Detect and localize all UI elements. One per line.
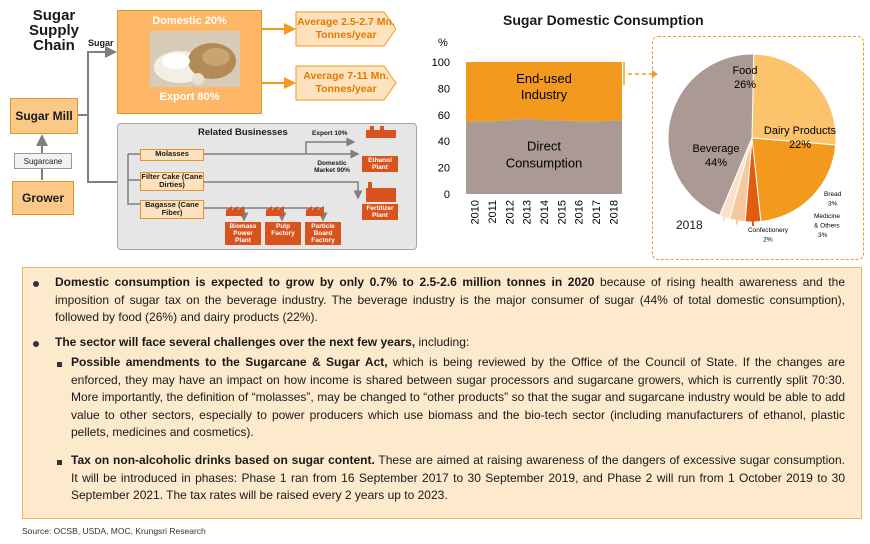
x-tick-label: 2017 (591, 200, 603, 225)
sub-bullet-sugar-tax (71, 452, 845, 505)
sugar-photo (150, 31, 240, 87)
consumption-area-chart (420, 38, 652, 238)
y-tick-label: 80 (437, 83, 450, 96)
bagasse-box: Bagasse (Cane Fiber) (140, 200, 204, 219)
pulp-factory-label: Pulp Factory (265, 222, 301, 245)
export-share-label: Export 80% (159, 91, 220, 103)
domestic-export-box (117, 10, 262, 114)
sub-bullet-2-text: These are aimed at raising awareness of the dangers of excessive sugar consumption. It will be introduced in phases: Phase 1 ran from 16 September 2017 to 30 September 2019, and Phase 2 will run from 1 October 2019 to 30 September 2021. The tax rates will be raised every 2 years up to 2023. (71, 453, 845, 502)
pie-slice-value: 3% (828, 200, 838, 208)
bullet-1-text: because of rising health awareness and the imposition of sugar tax on the beverage industry. The beverage industry is the major consumer of sugar (44% of total domestic consumption), followed by food (26%) and dairy products (22%). (55, 275, 845, 324)
x-tick-label: 2018 (608, 200, 621, 225)
pie-slice-name: & Others (814, 222, 840, 230)
y-tick-label: 20 (437, 162, 450, 175)
source-note: Source: OCSB, USDA, MOC, Krungsri Research (22, 526, 206, 536)
series-label-industry: End-used (516, 71, 572, 87)
filter-cake-box: Filter Cake (Cane Dirties) (141, 172, 203, 189)
pie-year-label: 2018 (676, 218, 703, 232)
pie-slice-name: Confectionery (747, 227, 789, 234)
bullet-dot (33, 341, 39, 347)
domestic-share-label: Domestic 20% (152, 15, 227, 27)
sub-bullet-1-text: which is being reviewed by the Office of the Council of State. If the changes are enforced, they may have an impact on how income is shared between sugar processors and sugarcane growers, which is currently split 70:30. More importantly, the definition of “molasses”, may be changed to “other products” so that the sugar and sugarcane industry would be able to add value to other sectors, especially to power producers which use biomass and the bio-tech sector (including manufacturers of ethanol, plastic pellets, medicines and cosmetics). (71, 355, 846, 439)
particle-board-label: Particle Board Factory (305, 222, 341, 245)
x-tick-label: 2014 (539, 200, 551, 225)
supply-chain-title: Sugar Supply Chain (28, 7, 79, 54)
pie-slice-name: Food (732, 65, 758, 77)
ethanol-plant-label: Ethanol Plant (362, 156, 398, 172)
x-tick-label: 2013 (521, 200, 534, 225)
x-tick-label: 2016 (573, 200, 586, 225)
sub-bullet-2-bold: Tax on non-alcoholic drinks based on sugar content. (71, 453, 375, 467)
pie-slice-value: 22% (788, 139, 812, 151)
y-tick-label: 60 (437, 109, 450, 122)
y-axis-unit: % (438, 38, 448, 49)
bullet-1-bold: Domestic consumption is expected to grow by only 0.7% to 2.5-2.6 million tonnes in 2020 (55, 275, 595, 289)
x-tick-label: 2015 (556, 200, 569, 225)
pie-slice-value: 3% (818, 232, 828, 239)
average-export-label: Average 7-11 Mn. Tonnes/year (303, 70, 389, 95)
pie-slice-value: 26% (733, 79, 757, 91)
molasses-box: Molasses (140, 149, 204, 161)
pie-slice-value: 44% (704, 157, 728, 169)
pie-slice-name: Bread (824, 191, 842, 198)
y-tick-label: 100 (431, 57, 450, 69)
sugarcane-label: Sugarcane (14, 153, 72, 169)
sub-bullet-square (57, 362, 62, 367)
y-tick-label: 40 (437, 136, 450, 149)
pie-slice-value: 2% (763, 236, 773, 244)
pie-slice-name: Dairy Products (763, 125, 837, 137)
export-10-label: Export 10% (312, 130, 348, 137)
sub-bullet-square (57, 460, 62, 465)
fertilizer-plant-label: Fertilizer Plant (362, 204, 398, 220)
series-label-industry-line2: Industry (520, 86, 568, 102)
related-businesses-title: Related Businesses (198, 127, 288, 138)
x-tick-label: 2011 (487, 200, 499, 224)
pie-slice-name: Medicine (814, 213, 841, 220)
series-label-direct: Direct (527, 138, 561, 154)
domestic-market-label: Domestic Market 90% (314, 160, 350, 174)
bullet-domestic-growth (55, 274, 845, 327)
sugar-label: Sugar (88, 38, 114, 48)
sub-bullet-act-amendments (71, 354, 845, 442)
bullet-2-bold: The sector will face several challenges over the next few years, (55, 335, 416, 349)
sugar-mill-box: Sugar Mill (10, 98, 78, 134)
bullet-dot (33, 281, 39, 287)
bullet-2-text: including: (415, 335, 470, 349)
average-domestic-label: Average 2.5-2.7 Mn. Tonnes/year (297, 16, 395, 41)
bullet-challenges (55, 334, 845, 352)
series-label-direct-line2: Consumption (505, 155, 583, 171)
biomass-plant-label: Biomass Power Plant (225, 222, 261, 245)
chart-title: Sugar Domestic Consumption (503, 12, 704, 28)
commentary-panel (22, 267, 862, 519)
pie-slice-name: Beverage (692, 143, 740, 155)
sub-bullet-1-bold: Possible amendments to the Sugarcane & Sugar Act, (71, 355, 388, 369)
y-tick-label: 0 (443, 189, 450, 201)
related-businesses-box (117, 123, 417, 250)
x-tick-label: 2010 (469, 200, 482, 225)
grower-box: Grower (12, 181, 74, 215)
x-tick-label: 2012 (504, 200, 517, 225)
